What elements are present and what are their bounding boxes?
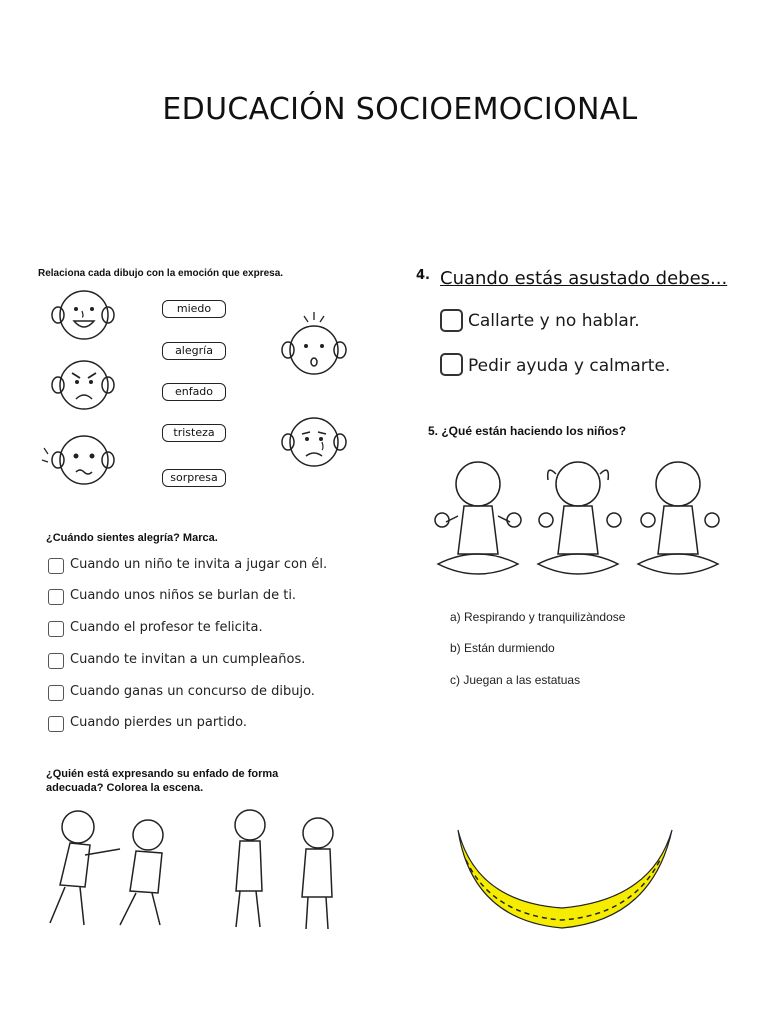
kids-arguing-drawing [40, 805, 190, 935]
emotion-label-tristeza: tristeza [162, 424, 226, 442]
emotion-label-enfado: enfado [162, 383, 226, 401]
joy-option-text-6: Cuando pierdes un partido. [70, 715, 247, 730]
face-surprise-drawing [274, 310, 354, 380]
activity-option-a: a) Respirando y tranquilizàndose [450, 610, 626, 624]
joy-option-checkbox-6[interactable] [48, 716, 64, 732]
section4-question: Cuando estás asustado debes... [440, 268, 728, 289]
face-angry-drawing [44, 355, 114, 415]
page-title: EDUCACIÓN SOCIOEMOCIONAL [162, 92, 638, 127]
emotion-label-sorpresa: sorpresa [162, 469, 226, 487]
section2-question: ¿Cuándo sientes alegría? Marca. [46, 532, 218, 544]
joy-option-checkbox-1[interactable] [48, 558, 64, 574]
emotion-label-alegria: alegría [162, 342, 226, 360]
fear-option-text-1: Callarte y no hablar. [468, 311, 640, 331]
yellow-crescent-decoration [452, 790, 682, 940]
kids-meditating-drawing [428, 444, 728, 584]
section1-instruction: Relaciona cada dibujo con la emoción que expresa. [38, 268, 284, 279]
section3-question-line1: ¿Quién está expresando su enfado de forma [46, 768, 279, 780]
joy-option-text-5: Cuando ganas un concurso de dibujo. [70, 684, 315, 699]
section3-question-line2: adecuada? Colorea la escena. [46, 782, 204, 794]
activity-option-c: c) Juegan a las estatuas [450, 673, 581, 687]
joy-option-text-4: Cuando te invitan a un cumpleaños. [70, 652, 306, 667]
joy-option-checkbox-3[interactable] [48, 621, 64, 637]
joy-option-checkbox-2[interactable] [48, 589, 64, 605]
face-happy-drawing [44, 285, 114, 345]
joy-option-text-1: Cuando un niño te invita a jugar con él. [70, 557, 328, 572]
fear-option-checkbox-2[interactable] [440, 353, 463, 376]
joy-option-text-3: Cuando el profesor te felicita. [70, 620, 263, 635]
joy-option-checkbox-5[interactable] [48, 685, 64, 701]
face-sad-drawing [274, 412, 354, 472]
section4-number: 4. [416, 268, 430, 283]
fear-option-text-2: Pedir ayuda y calmarte. [468, 356, 671, 376]
kids-talking-drawing [222, 805, 362, 935]
joy-option-text-2: Cuando unos niños se burlan de ti. [70, 588, 297, 603]
joy-option-checkbox-4[interactable] [48, 653, 64, 669]
activity-option-b: b) Están durmiendo [450, 641, 555, 655]
section5-question: 5. ¿Qué están haciendo los niños? [428, 424, 627, 438]
face-fear-drawing [38, 430, 118, 490]
fear-option-checkbox-1[interactable] [440, 309, 463, 332]
emotion-label-miedo: miedo [162, 300, 226, 318]
